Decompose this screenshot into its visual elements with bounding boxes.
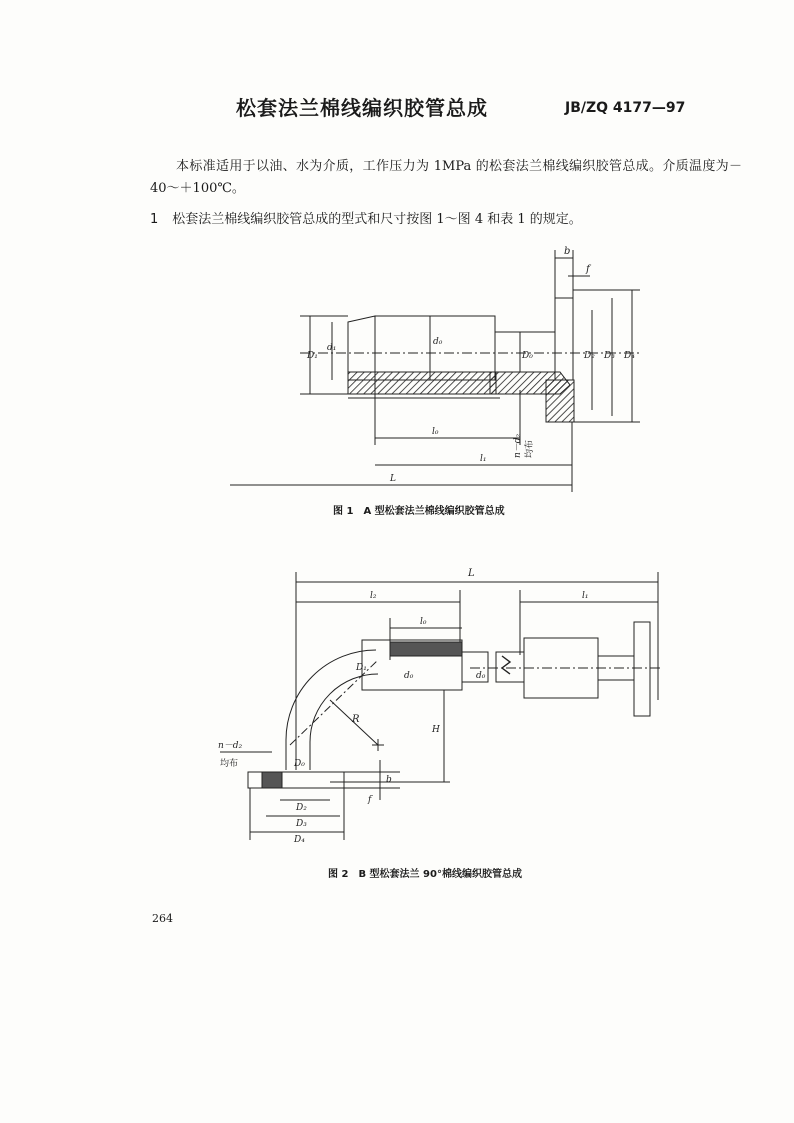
fig1-label-b: b [564,246,571,257]
fig2-label-L: L [468,568,475,579]
intro-paragraph: 本标准适用于以油、水为介质，工作压力为 1MPa 的松套法兰棉线编织胶管总成。介质温度为－40～＋100℃。 [150,159,742,196]
standard-number: JB/ZQ 4177—97 [565,100,686,116]
fig1-label-even: 均布 [525,439,535,458]
fig2-label-even: 均布 [220,759,239,769]
fig1-label-D4: D₄ [624,351,635,361]
fig2-coupling-thread [390,642,462,656]
clause-1-number: 1 [150,212,159,227]
fig1-label-d1: d₁ [327,343,337,353]
fig2-label-R: R [352,714,360,725]
fig1-flange-lower [546,380,574,422]
fig1-label-l0: l₀ [432,427,439,437]
fig2-label-H: H [432,725,440,735]
fig2-label-D2: D₂ [296,803,307,813]
fig1-label-D1: D₁ [307,351,318,361]
fig2-label-l0: l₀ [420,617,427,627]
fig1-flange-upper [555,298,573,380]
figure-2-caption: 图 2 B 型松套法兰 90°棉线编织胶管总成 [328,869,522,880]
figure-1-caption: 图 1 A 型松套法兰棉线编织胶管总成 [333,506,505,517]
fig1-hose-body [375,316,495,380]
fig1-label-l1: l₁ [480,454,487,464]
fig2-label-f: f [368,795,372,805]
fig2-label-b: b [386,775,392,785]
fig1-label-L: L [390,474,396,484]
fig2-label-D1: D₁ [356,663,367,673]
fig2-label-d0-left: d₀ [404,671,414,681]
fig2-label-D3: D₃ [296,819,307,829]
fig1-label-nd2: n－d₂ [513,433,523,458]
fig1-label-D0: D₀ [522,351,533,361]
clause-1 [150,208,582,227]
fig2-label-nd2: n－d₂ [218,741,243,751]
fig1-braid [348,372,496,394]
fig2-elbow-inner [310,674,378,770]
page-number: 264 [152,912,173,925]
fig2-label-D4: D₄ [294,835,305,845]
fig1-label-f: f [586,264,590,275]
fig2-label-l2: l₂ [370,591,377,601]
figure-2-drawing [210,560,670,850]
fig2-label-D0: D₀ [294,759,305,769]
fig2-right-flange [634,622,650,716]
clause-1-text: 松套法兰棉线编织胶管总成的型式和尺寸按图 1～图 4 和表 1 的规定。 [172,212,582,227]
fig1-label-d0: d₀ [433,337,443,347]
fig1-label-D3: D₃ [604,351,615,361]
figure-1-drawing [220,240,650,495]
fig1-hose-end [348,316,375,380]
fig2-right-fitting [496,652,524,682]
fig2-label-l1: l₁ [582,591,589,601]
page-title: 松套法兰棉线编织胶管总成 [236,96,488,120]
fig1-label-D2: D₂ [584,351,595,361]
fig2-label-d0-right: d₀ [476,671,486,681]
